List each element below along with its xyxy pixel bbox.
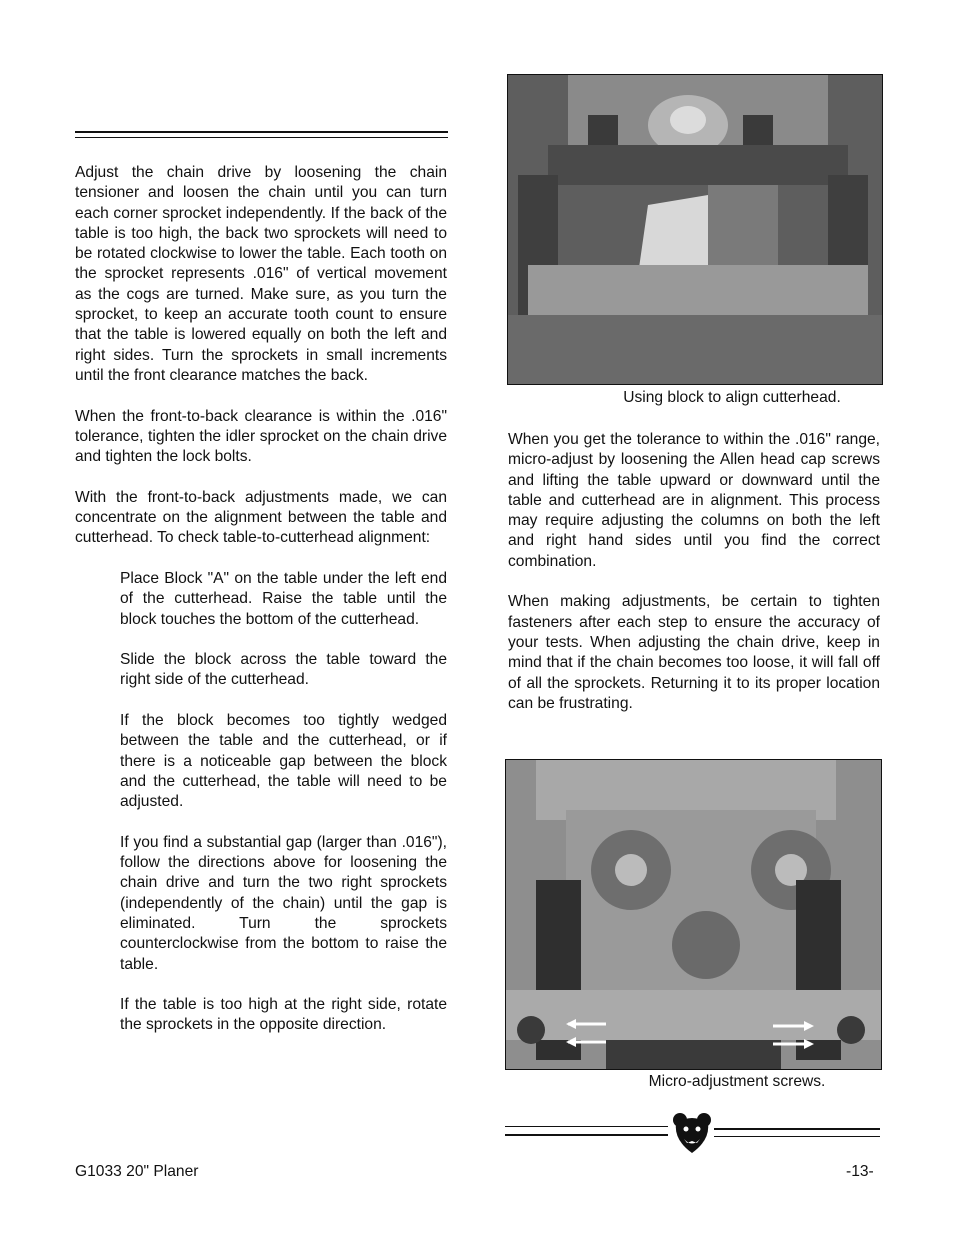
micro-adjustment-screws-photo (505, 759, 882, 1070)
footer-rule-right-thick (714, 1128, 880, 1130)
footer-model: G1033 20" Planer (75, 1163, 199, 1180)
page-number: -13- (846, 1163, 874, 1180)
paragraph-idler-sprocket: When the front-to-back clearance is within the .016" tolerance, tighten the idler sprocket on the chain drive and tighten the lock bolts. (75, 407, 447, 466)
footer-rule-right-thin (714, 1136, 880, 1137)
paragraph-alignment-intro: With the front-to-back adjustments made, we can concentrate on the alignment between the table and cutterhead. To check table-to-cutterhead alignment: (75, 488, 447, 547)
section-heading-rule-thin (75, 137, 448, 138)
right-column-text (508, 430, 880, 734)
step-1: Place Block "A" on the table under the left end of the cutterhead. Raise the table until the block touches the bottom of the cutterhead. (120, 569, 447, 628)
section-heading-rule (75, 131, 448, 133)
step-3: If the block becomes too tightly wedged between the table and the cutterhead, or if there is a noticeable gap between the block and the cutterhead, the table will need to be adjusted. (120, 712, 447, 811)
figure1-caption: Using block to align cutterhead. (623, 389, 841, 406)
bear-head-icon (672, 1112, 712, 1154)
figure2-caption: Micro-adjustment screws. (648, 1073, 826, 1090)
paragraph-tighten-fasteners: When making adjustments, be certain to tighten fasteners after each step to ensure the accuracy of your tests. When adjusting the chain drive, keep in mind that if the chain becomes too loose, it will fall off of all the sprockets. Returning it to its proper location can be frustrating. (508, 593, 880, 712)
step-5: If the table is too high at the right side, rotate the sprockets in the opposite direction. (120, 996, 447, 1034)
footer-rule-left-thick (505, 1134, 668, 1136)
paragraph-micro-adjust: When you get the tolerance to within the .016" range, micro-adjust by loosening the Allen head cap screws and lifting the table upward or downward until the table and cutterhead are in alignment. This process may require adjusting the columns on both the left and right hand sides until you find the correct combination. (508, 431, 880, 570)
footer-rule-left-thin (505, 1126, 668, 1127)
step-4: If you find a substantial gap (larger than .016"), follow the directions above for loosening the chain drive and turn the two right sprockets (independently of the chain) until the gap is eliminated. Turn the sprockets counterclockwise from the bottom to raise the table. (120, 833, 447, 973)
step-2: Slide the block across the table toward the right side of the cutterhead. (120, 651, 447, 689)
cutterhead-block-photo (507, 74, 883, 385)
paragraph-chain-adjust: Adjust the chain drive by loosening the chain tensioner and loosen the chain until you can turn each corner sprocket independently. If the back of the table is too high, the back two sprockets will need to be rotated clockwise to lower the table. Each tooth on the sprocket represents .016" of vertical movement as the cogs are turned. Make sure, as you turn the sprocket, to keep an accurate tooth count to ensure that the table is lowered equally on both the left and right sides. Turn the sprockets in small increments until the front clearance matches the back. (75, 164, 447, 384)
left-column (75, 163, 447, 1056)
